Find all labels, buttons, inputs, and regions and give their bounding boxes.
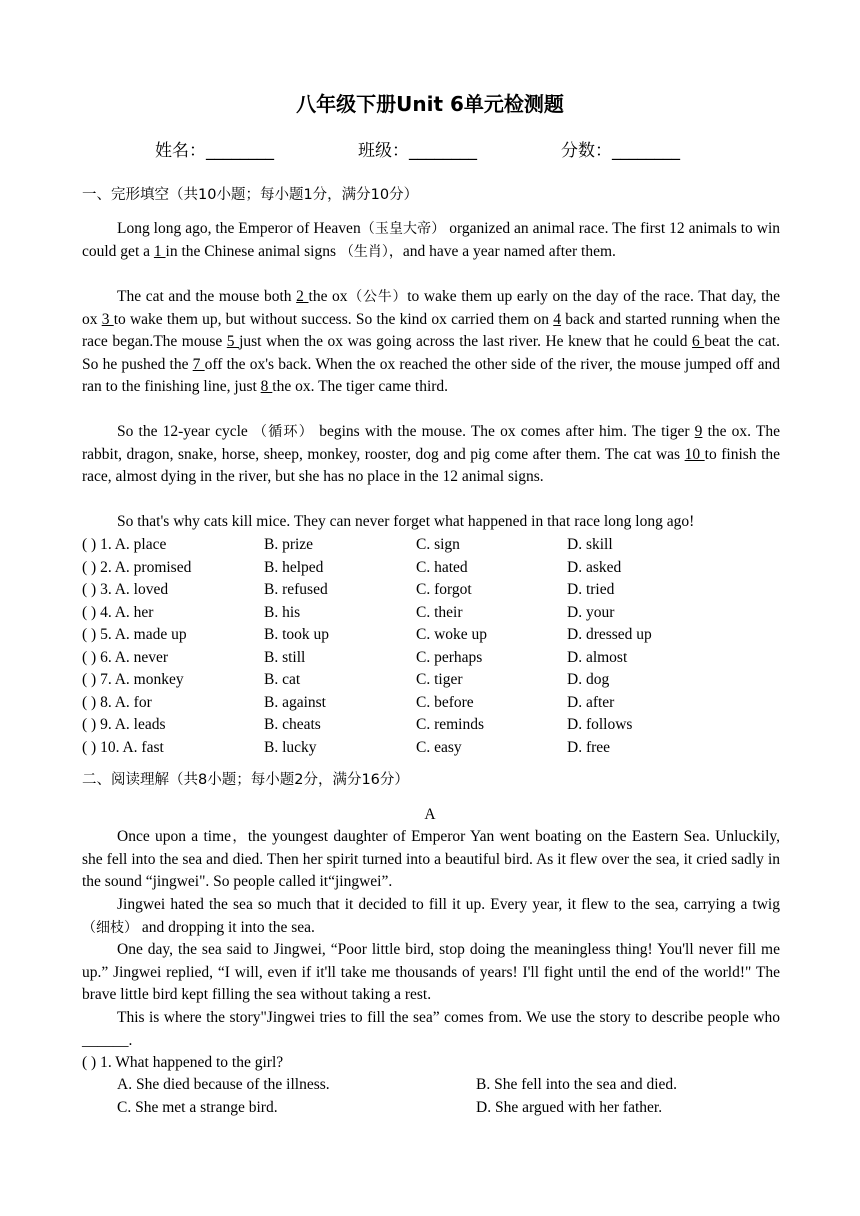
text: and dropping it into the sea.	[138, 918, 315, 936]
passage-label: A	[424, 806, 436, 823]
question-option-a: ( ) 4. A. her	[82, 603, 154, 621]
cloze-paragraph-3	[82, 421, 780, 489]
question-option-b: B. refused	[264, 581, 328, 598]
cloze-question-row	[82, 602, 780, 625]
cloze-question-row	[82, 624, 780, 647]
question-option-c: C. before	[416, 693, 474, 711]
text: begins with the mouse. The ox comes after him. The tiger	[314, 423, 695, 440]
cloze-blank-4: 4	[553, 310, 562, 328]
cloze-question-row	[82, 647, 780, 670]
text: Jingwei hated the sea so much that it decided to fill it up. Every year, it flew to the sea, carrying a twig	[117, 896, 780, 913]
question-option-a: ( ) 7. A. monkey	[82, 671, 184, 688]
question-option-c: C. hated	[416, 558, 468, 576]
reading-paragraph-2	[82, 894, 780, 939]
cloze-blank-6: 6	[692, 333, 705, 350]
cloze-question-row	[82, 714, 780, 737]
class-field: 班级：________	[358, 141, 477, 161]
question-option-b: B. his	[264, 603, 301, 621]
question-option-b: B. helped	[264, 558, 324, 576]
question-option-c: C. their	[416, 603, 463, 621]
question-option-d: D. dressed up	[567, 626, 652, 643]
question-option-a: ( ) 9. A. leads	[82, 716, 166, 733]
cloze-blank-7: 7	[192, 355, 205, 373]
text: back and started running when the race began.The mouse	[82, 310, 781, 350]
text: So the 12-year cycle	[117, 423, 253, 440]
question-option-d: D. after	[567, 693, 615, 711]
cloze-question-row	[82, 557, 780, 580]
chinese-note: （细枝）	[82, 919, 138, 936]
section2-heading: 二、阅读理解（共8小题；每小题2分，满分16分）	[82, 772, 409, 788]
option-d: D. She argued with her father.	[476, 1099, 663, 1116]
name-field: 姓名：________	[155, 141, 274, 161]
question-option-a: ( ) 5. A. made up	[82, 626, 187, 643]
chinese-note: （循环）	[252, 424, 315, 440]
text: Once upon a time	[117, 828, 232, 845]
chinese-note: （公牛）	[347, 289, 408, 305]
cloze-question-row	[82, 534, 780, 557]
text: The cat and the mouse both	[117, 288, 297, 305]
question-option-a: ( ) 2. A. promised	[82, 558, 192, 576]
cloze-paragraph-2	[82, 286, 780, 399]
question-options-row	[82, 1074, 780, 1097]
question-option-c: C. easy	[416, 738, 462, 756]
cloze-blank-5: 5	[226, 333, 240, 350]
question-option-b: B. prize	[264, 536, 314, 553]
text: Long long ago, the Emperor of Heaven	[117, 220, 361, 237]
text: the ox	[308, 288, 348, 305]
question-option-d: D. your	[567, 603, 615, 621]
question-option-c: C. tiger	[416, 671, 463, 688]
page-title: 八年级下册Unit 6单元检测题	[296, 92, 564, 116]
section1-heading: 一、完形填空（共10小题；每小题1分，满分10分）	[82, 187, 419, 203]
option-a: A. She died because of the illness.	[117, 1076, 330, 1093]
chinese-note: （生肖），	[339, 243, 403, 260]
cloze-question-row	[82, 692, 780, 715]
text: the ox. The rabbit, dragon, snake, horse, sheep, monkey, rooster, dog and pig come after them. The cat was	[82, 423, 780, 463]
text: organized an animal race. The first 12 animals to win could get a	[82, 220, 781, 260]
question-option-d: D. dog	[567, 671, 610, 688]
cloze-question-row	[82, 669, 780, 692]
question-options-row	[82, 1097, 780, 1120]
question-stem: ( ) 1. What happened to the girl?	[82, 1054, 284, 1071]
cloze-blank-8: 8	[260, 378, 273, 395]
text: to wake them up early on the day of the race. That day, the ox	[82, 288, 781, 328]
question-option-d: D. follows	[567, 716, 633, 733]
question-option-b: B. still	[264, 648, 306, 666]
text: the ox. The tiger came third.	[272, 378, 449, 395]
text: just when the ox was going across the last river. He knew that he could	[239, 333, 692, 350]
question-option-b: B. cat	[264, 671, 301, 688]
cloze-blank-3: 3	[101, 310, 114, 328]
cloze-blank-1: 1	[153, 242, 166, 260]
text: to wake them up, but without success. So the kind ox carried them on	[113, 310, 554, 328]
text: to finish the race, almost dying in the river, but she has no place in the 12 animal signs.	[82, 445, 781, 485]
question-option-a: ( ) 6. A. never	[82, 648, 169, 666]
question-option-b: B. lucky	[264, 738, 317, 756]
text: off the ox's back. When the ox reached the other side of the river, the mouse jumped off and ran to the finishing line, just	[82, 355, 780, 395]
question-option-b: B. took up	[264, 626, 330, 643]
question-option-a: ( ) 8. A. for	[82, 693, 152, 711]
reading-paragraph-3: One day, the sea said to Jingwei, “Poor little bird, stop doing the meaningless thing! You'll never fill me up.” Jingwei replied, “I will, even if it'll take me thousands of years! I'll fight until the end of the world!" The brave little bird kept filling the sea without taking a rest.	[82, 941, 780, 1003]
question-option-a: ( ) 1. A. place	[82, 536, 167, 553]
cloze-blank-10: 10	[684, 445, 705, 463]
text: in the Chinese animal signs	[165, 242, 340, 260]
question-option-b: B. cheats	[264, 716, 321, 733]
question-option-a: ( ) 10. A. fast	[82, 738, 164, 756]
cloze-paragraph-4: So that's why cats kill mice. They can never forget what happened in that race long long ago!	[117, 513, 695, 530]
question-option-c: C. reminds	[416, 716, 485, 733]
option-b: B. She fell into the sea and died.	[476, 1076, 678, 1093]
reading-question-1	[82, 1052, 780, 1075]
question-option-c: C. perhaps	[416, 648, 483, 666]
score-field: 分数：________	[561, 141, 680, 161]
cloze-blank-2: 2	[296, 288, 309, 305]
cloze-question-row	[82, 737, 780, 760]
cloze-question-row	[82, 579, 780, 602]
question-option-c: C. forgot	[416, 581, 472, 598]
question-option-d: D. skill	[567, 536, 613, 553]
chinese-punct: ，	[231, 829, 248, 845]
text: the youngest daughter of Emperor Yan went boating on the Eastern Sea. Unluckily, she fell into the sea and died. Then her spirit turned into a beautiful bird. As it flew over the sea, it cried sadly in the sound “jingwei". So people called it“jingwei”.	[82, 828, 780, 890]
question-option-b: B. against	[264, 693, 326, 711]
cloze-blank-9: 9	[694, 423, 703, 440]
reading-paragraph-1	[82, 826, 780, 894]
cloze-paragraph-1	[82, 218, 780, 263]
question-option-c: C. sign	[416, 536, 460, 553]
question-option-d: D. tried	[567, 581, 615, 598]
option-c: C. She met a strange bird.	[117, 1099, 278, 1116]
question-option-a: ( ) 3. A. loved	[82, 581, 169, 598]
question-option-c: C. woke up	[416, 626, 488, 643]
question-option-d: D. almost	[567, 648, 628, 666]
reading-paragraph-4: This is where the story"Jingwei tries to fill the sea” comes from. We use the story to describe people who ______.	[82, 1009, 780, 1049]
question-option-d: D. asked	[567, 558, 622, 576]
text: beat the cat. So he pushed the	[82, 333, 780, 373]
text: and have a year named after them.	[402, 242, 616, 260]
chinese-note: （玉皇大帝）	[360, 221, 446, 237]
question-option-d: D. free	[567, 738, 611, 756]
